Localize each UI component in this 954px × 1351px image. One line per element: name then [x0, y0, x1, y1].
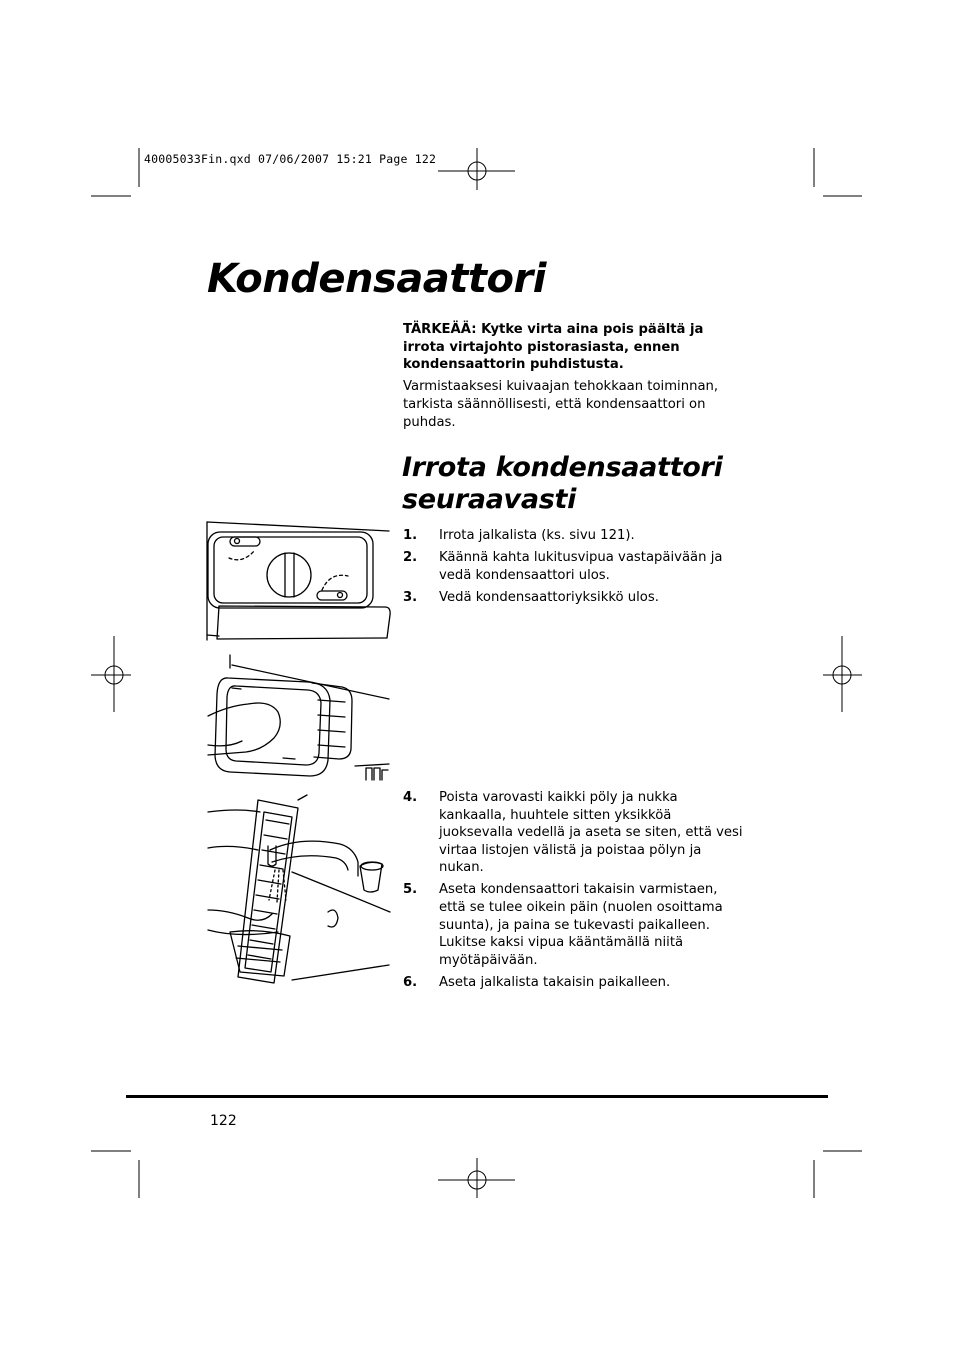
figure-pulling-unit [208, 655, 389, 780]
step-number: 3. [403, 589, 418, 605]
list-item [403, 527, 748, 545]
list-item [403, 589, 748, 607]
list-item [403, 881, 748, 969]
step-text: Irrota jalkalista (ks. sivu 121). [439, 528, 635, 543]
intro-paragraph: Varmistaaksesi kuivaajan tehokkaan toiminnan, tarkista säännöllisesti, että kondensaattori on puhdas. [403, 379, 719, 430]
step-number: 6. [403, 974, 418, 990]
print-slug: 40005033Fin.qxd 07/06/2007 15:21 Page 122 [144, 152, 437, 166]
footer-rule [126, 1095, 828, 1098]
figure-rinsing-unit [208, 795, 390, 983]
page-number: 122 [210, 1113, 237, 1129]
steps-list-1 [403, 527, 748, 611]
steps-list-2 [403, 789, 748, 996]
step-number: 1. [403, 528, 418, 543]
step-text: Käännä kahta lukitusvipua vastapäivään ja vedä kondensaattori ulos. [439, 550, 723, 583]
section-title: Irrota kondensaattori seuraavasti [402, 452, 723, 515]
list-item [403, 974, 748, 992]
step-text: Aseta jalkalista takaisin paikalleen. [439, 974, 671, 990]
step-text: Poista varovasti kaikki pöly ja nukka kankaalla, huuhtele sitten yksikköä juoksevalla vedellä ja aseta se siten, että vesi virtaa listojen välistä ja poistaa pölyn ja nukan. [439, 790, 743, 876]
step-text: Vedä kondensaattoriyksikkö ulos. [439, 589, 659, 605]
page-title: Kondensaattori [207, 256, 546, 302]
list-item [403, 789, 748, 877]
figure-condenser-levers [207, 522, 390, 640]
list-item [403, 549, 748, 584]
step-number: 5. [403, 882, 418, 898]
step-number: 4. [403, 790, 418, 805]
step-text: Aseta kondensaattori takaisin varmistaen, että se tulee oikein päin (nuolen osoittama suunta), ja paina se tukevasti paikalleen. Lukitse kaksi vipua kääntämällä niitä myötäpäivään. [439, 882, 723, 968]
step-number: 2. [403, 550, 418, 566]
warning-text: TÄRKEÄÄ: Kytke virta aina pois päältä ja irrota virtajohto pistorasiasta, ennen kondensaattorin puhdistusta. [403, 322, 704, 372]
